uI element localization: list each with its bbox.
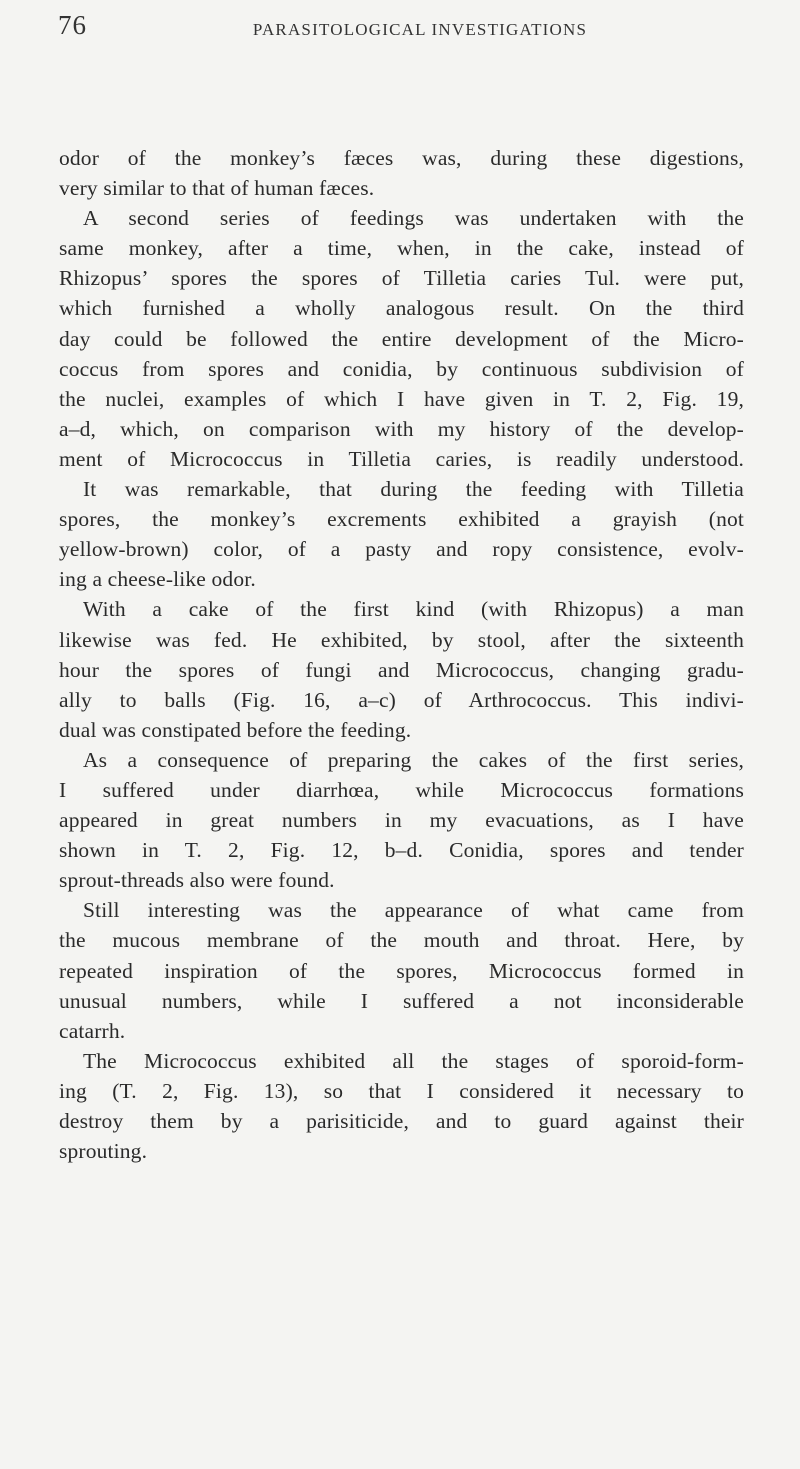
text-line: the nuclei, examples of which I have given in T. 2, Fig. 19, — [59, 386, 744, 411]
text-line: same monkey, after a time, when, in the cake, instead of — [59, 236, 744, 261]
text-line: ing a cheese-like odor. — [59, 567, 256, 592]
text-line: ing (T. 2, Fig. 13), so that I considered it necessary to — [59, 1078, 744, 1103]
text-line: destroy them by a parisiticide, and to guard against their — [59, 1109, 744, 1133]
text-line: With a cake of the first kind (with Rhizopus) a man — [83, 597, 744, 622]
body-text — [59, 143, 744, 1166]
running-head — [58, 10, 742, 54]
text-line: A second series of feedings was undertaken with the — [83, 206, 744, 231]
text-line: appeared in great numbers in my evacuations, as I have — [59, 808, 744, 833]
page-number: 76 — [58, 10, 87, 40]
text-line: sprouting. — [59, 1139, 148, 1164]
text-line: yellow-brown) color, of a pasty and ropy consistence, evolv- — [59, 537, 744, 562]
text-line: As a consequence of preparing the cakes of the first series, — [83, 747, 744, 772]
text-line: spores, the monkey’s excrements exhibited a grayish (not — [59, 507, 744, 532]
text-line: shown in T. 2, Fig. 12, b–d. Conidia, spores and tender — [59, 838, 744, 863]
text-line: It was remarkable, that during the feeding with Tilletia — [83, 477, 744, 502]
text-line: ment of Micrococcus in Tilletia caries, is readily understood. — [59, 446, 744, 471]
text-line: hour the spores of fungi and Micrococcus, changing gradu- — [59, 657, 744, 682]
text-line: sprout-threads also were found. — [59, 868, 335, 893]
text-line: repeated inspiration of the spores, Micrococcus formed in — [59, 958, 744, 983]
text-line: which furnished a wholly analogous result. On the third — [59, 296, 744, 321]
text-line: coccus from spores and conidia, by continuous subdivision of — [59, 356, 744, 381]
running-head-title: PARASITOLOGICAL INVESTIGATIONS — [252, 20, 588, 39]
text-line: the mucous membrane of the mouth and throat. Here, by — [59, 928, 744, 953]
text-line: very similar to that of human fæces. — [59, 176, 375, 201]
text-line: The Micrococcus exhibited all the stages of sporoid-form- — [83, 1048, 744, 1073]
text-line: a–d, which, on comparison with my history of the develop- — [59, 416, 744, 441]
text-line: dual was constipated before the feeding. — [59, 717, 412, 742]
text-line: odor of the monkey’s fæces was, during these digestions, — [59, 146, 744, 170]
text-line: ally to balls (Fig. 16, a–c) of Arthrococcus. This indivi- — [59, 687, 744, 712]
text-line: day could be followed the entire development of the Micro- — [59, 326, 744, 351]
text-line: Rhizopus’ spores the spores of Tilletia caries Tul. were put, — [59, 266, 744, 291]
text-line: catarrh. — [59, 1018, 126, 1043]
text-line: Still interesting was the appearance of what came from — [83, 898, 744, 923]
text-line: unusual numbers, while I suffered a not inconsiderable — [59, 988, 744, 1013]
text-line: I suffered under diarrhœa, while Micrococcus formations — [59, 777, 744, 802]
text-line: likewise was fed. He exhibited, by stool, after the sixteenth — [59, 627, 744, 652]
